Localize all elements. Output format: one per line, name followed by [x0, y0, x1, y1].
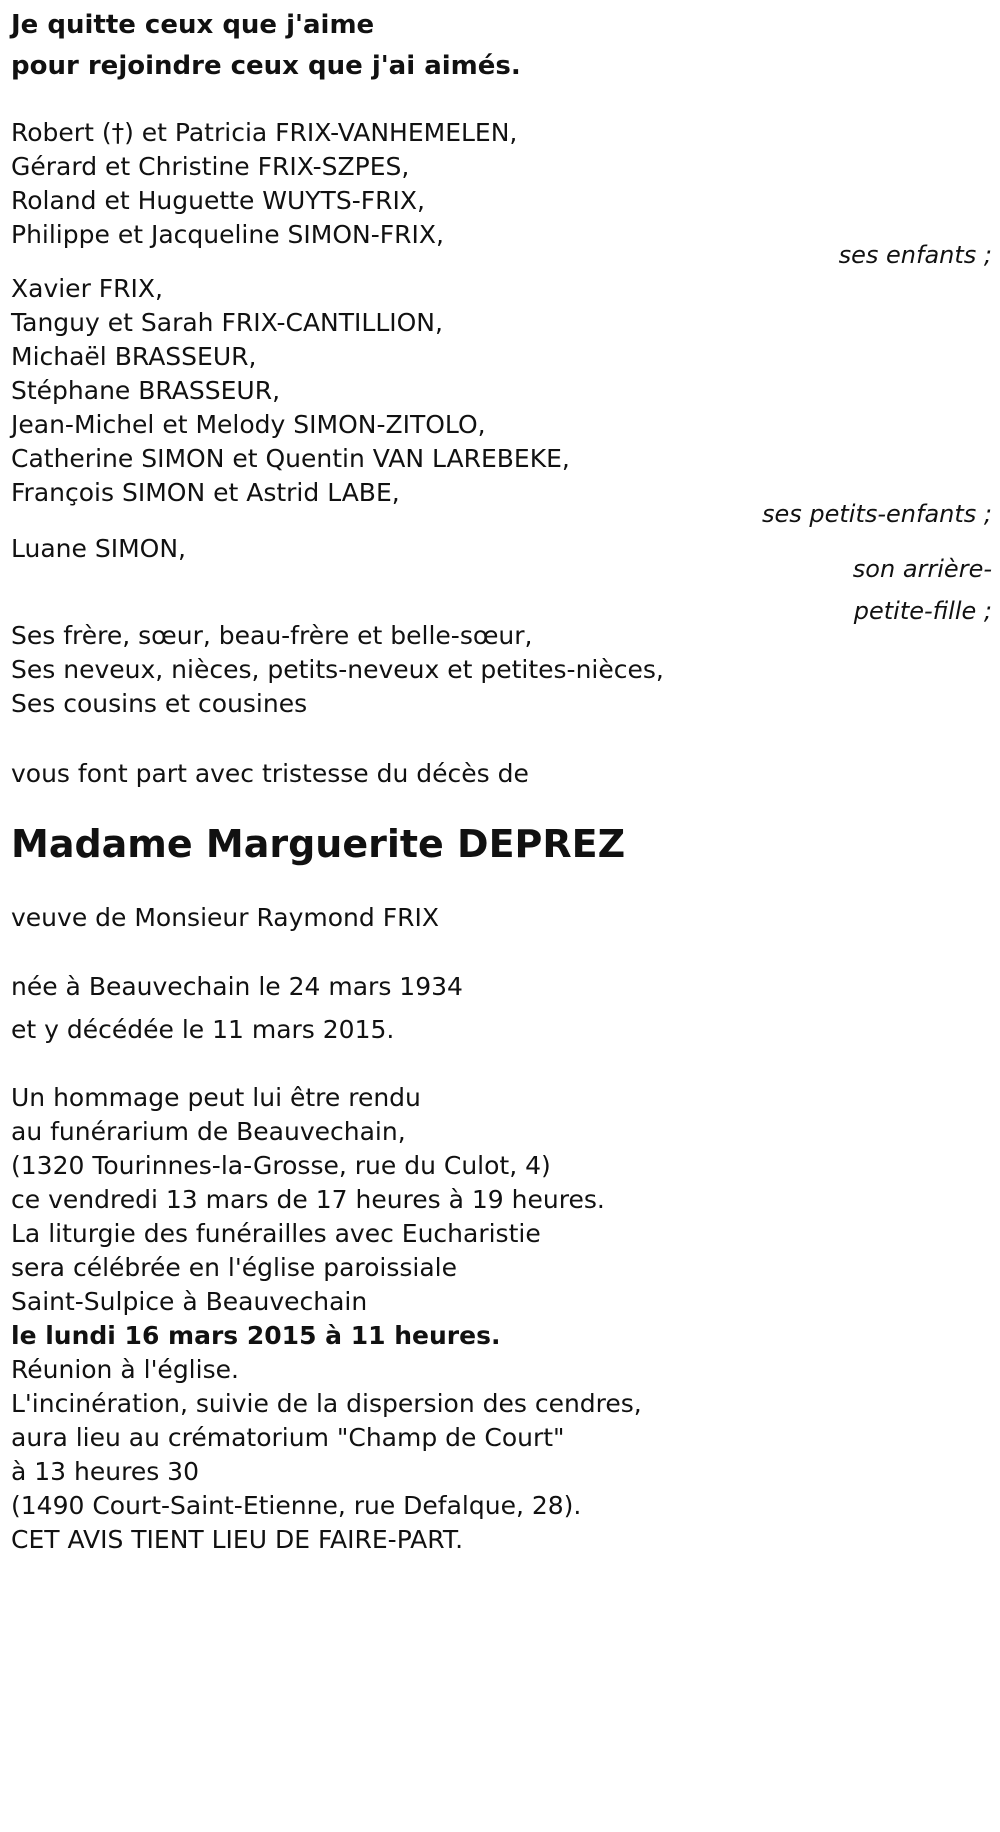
children-line-3: Roland et Huguette WUYTS-FRIX,: [11, 186, 425, 215]
details-line-3: (1320 Tourinnes-la-Grosse, rue du Culot, 4): [11, 1151, 551, 1180]
details-line-6: sera célébrée en l'église paroissiale: [11, 1253, 457, 1282]
children-label: ses enfants ;: [838, 241, 992, 269]
children-line-2: Gérard et Christine FRIX-SZPES,: [11, 152, 410, 181]
funeral-date: le lundi 16 mars 2015 à 11 heures.: [11, 1321, 501, 1350]
details-line-7: Saint-Sulpice à Beauvechain: [11, 1287, 368, 1316]
details-line-2: au funérarium de Beauvechain,: [11, 1117, 406, 1146]
grandchildren-line-3: Michaël BRASSEUR,: [11, 342, 257, 371]
closing-notice: CET AVIS TIENT LIEU DE FAIRE-PART.: [11, 1525, 464, 1554]
details-after-line-1: Réunion à l'église.: [11, 1355, 239, 1384]
details-line-4: ce vendredi 13 mars de 17 heures à 19 heures.: [11, 1185, 605, 1214]
children-line-4: Philippe et Jacqueline SIMON-FRIX,: [11, 220, 444, 249]
widow-of: veuve de Monsieur Raymond FRIX: [11, 903, 439, 932]
relatives-line-3: Ses cousins et cousines: [11, 689, 308, 718]
details-after-line-2: L'incinération, suivie de la dispersion des cendres,: [11, 1389, 642, 1418]
grandchildren-label: ses petits-enfants ;: [761, 500, 992, 528]
grandchildren-line-1: Xavier FRIX,: [11, 274, 163, 303]
details-after-line-5: (1490 Court-Saint-Etienne, rue Defalque, 28).: [11, 1491, 582, 1520]
relatives-line-2: Ses neveux, nièces, petits-neveux et petites-nièces,: [11, 655, 664, 684]
details-line-5: La liturgie des funérailles avec Eucharistie: [11, 1219, 541, 1248]
grandchildren-line-7: François SIMON et Astrid LABE,: [11, 478, 400, 507]
relatives-line-1: Ses frère, sœur, beau-frère et belle-sœur,: [11, 621, 533, 650]
details-after-line-3: aura lieu au crématorium "Champ de Court": [11, 1423, 565, 1452]
details-after-line-4: à 13 heures 30: [11, 1457, 199, 1486]
great-grandchild-label: [853, 548, 992, 632]
deceased-name: Madame Marguerite DEPREZ: [11, 822, 626, 866]
details-line-1: Un hommage peut lui être rendu: [11, 1083, 421, 1112]
motto-line-2: pour rejoindre ceux que j'ai aimés.: [11, 51, 521, 81]
death-info: et y décédée le 11 mars 2015.: [11, 1015, 395, 1044]
birth-info: née à Beauvechain le 24 mars 1934: [11, 972, 463, 1001]
grandchildren-line-5: Jean-Michel et Melody SIMON-ZITOLO,: [11, 410, 486, 439]
great-grandchild-label-line-1: son arrière-: [852, 555, 992, 583]
children-line-1: Robert (†) et Patricia FRIX-VANHEMELEN,: [11, 118, 518, 147]
motto-line-1: Je quitte ceux que j'aime: [11, 10, 375, 40]
grandchildren-line-2: Tanguy et Sarah FRIX-CANTILLION,: [11, 308, 443, 337]
great-grandchild-label-line-2: petite-fille ;: [853, 597, 992, 625]
announcement: vous font part avec tristesse du décès de: [11, 759, 529, 788]
great-grandchild-name: Luane SIMON,: [11, 534, 186, 563]
grandchildren-line-4: Stéphane BRASSEUR,: [11, 376, 281, 405]
grandchildren-line-6: Catherine SIMON et Quentin VAN LAREBEKE,: [11, 444, 570, 473]
